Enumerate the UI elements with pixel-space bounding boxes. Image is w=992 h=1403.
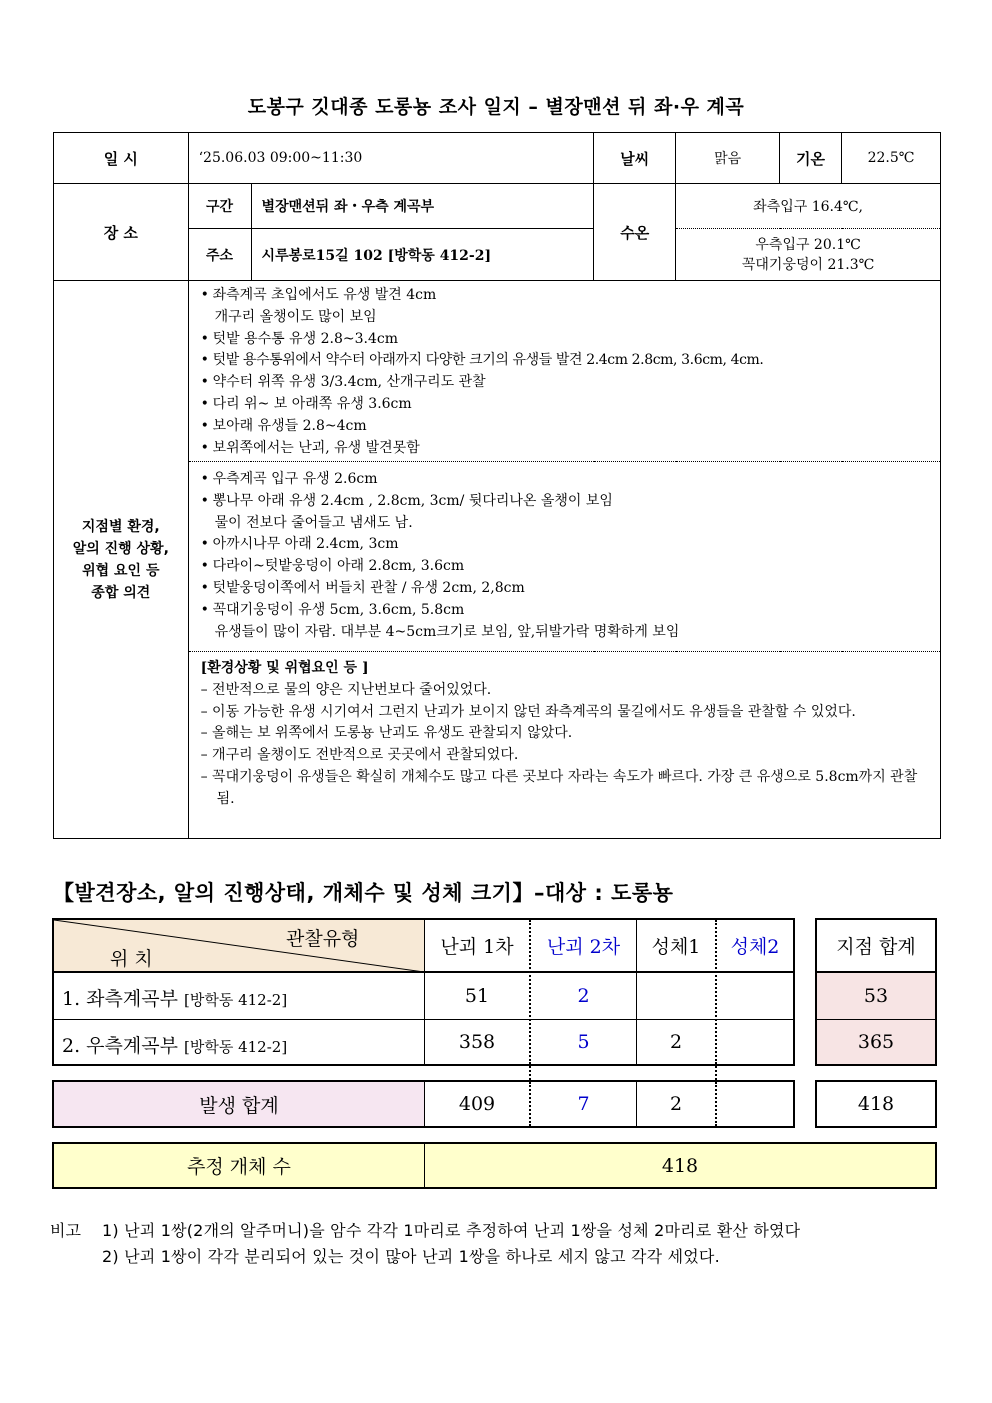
site-total-header: 지점 합계 <box>836 936 916 958</box>
temp-value: 22.5℃ <box>842 133 941 184</box>
sum-egg1: 409 <box>458 1093 496 1115</box>
site-total-row1: 53 <box>817 973 935 1019</box>
row1-adult2 <box>717 972 793 1019</box>
temp-label: 기온 <box>780 133 842 184</box>
env-item: – 올해는 보 위쪽에서 도롱뇽 난괴도 유생도 관찰되지 않았다. <box>200 725 573 742</box>
note-item: • 보아래 유생들 2.8~4cm <box>201 416 932 438</box>
site-total-table <box>815 918 937 1066</box>
environment-notes <box>188 652 940 839</box>
row-location-addr: [방학동 412-2] <box>184 991 288 1009</box>
address-label: 주소 <box>188 229 251 281</box>
env-item: – 개구리 올챙이도 전반적으로 곳곳에서 관찰되었다. <box>200 747 519 764</box>
header-type-label: 관찰유형 <box>286 928 360 950</box>
water-temp-right <box>676 229 941 281</box>
remark-line: 1) 난괴 1쌍(2개의 알주머니)을 암수 각각 1마리로 추정하여 난괴 1쌍을 성체 2마리로 환산 하였다 <box>102 1221 801 1240</box>
row-location-addr: [방학동 412-2] <box>184 1038 288 1056</box>
water-temp-right-entry: 우측입구 20.1℃ <box>755 236 861 253</box>
site-total-row2: 365 <box>817 1020 935 1064</box>
sum-total: 418 <box>857 1093 895 1115</box>
header-location-label: 위 치 <box>110 948 153 970</box>
note-item: • 우측계곡 입구 유생 2.6cm <box>201 469 932 491</box>
note-item: • 텃밭 용수통 유생 2.8~3.4cm <box>201 329 932 351</box>
sum-total-box <box>815 1080 937 1128</box>
note-item: 물이 전보다 줄어들고 냄새도 남. <box>214 514 413 531</box>
sum-adult2 <box>717 1082 793 1126</box>
note-item: • 꼭대기웅덩이 유생 5cm, 3.6cm, 5.8cm <box>201 600 932 622</box>
row1-egg2: 2 <box>577 984 590 1007</box>
counts-table <box>52 918 795 1066</box>
note-item: 유생들이 많이 자람. 대부분 4~5cm크기로 보임, 앞,뒤발가락 명확하게 보임 <box>214 623 680 640</box>
left-valley-notes <box>188 281 940 462</box>
right-valley-notes <box>188 462 940 652</box>
row1-egg1: 51 <box>464 984 490 1007</box>
remarks-label: 비고 <box>50 1221 81 1240</box>
row2-egg2: 5 <box>577 1031 590 1053</box>
note-item: • 약수터 위쪽 유생 3/3.4cm, 산개구리도 관찰 <box>201 372 932 394</box>
section-value: 별장맨션뒤 좌・우측 계곡부 <box>251 184 594 229</box>
note-item: • 아까시나무 아래 2.4cm, 3cm <box>201 534 932 556</box>
survey-info-table <box>53 132 941 839</box>
opinion-label-line: 종합 의견 <box>91 584 151 601</box>
env-item: – 꼭대기웅덩이 유생들은 확실히 개체수도 많고 다른 곳보다 자라는 속도가 빠르다. 가장 큰 유생으로 5.8cm까지 관찰됨. <box>200 768 918 807</box>
note-item: 개구리 올챙이도 많이 보임 <box>214 308 377 325</box>
weather-value: 맑음 <box>676 133 780 184</box>
env-item: – 전반적으로 물의 양은 지난번보다 줄어있었다. <box>200 681 492 698</box>
opinion-label-line: 지점별 환경, <box>81 518 160 535</box>
water-temp-label: 수온 <box>594 184 676 281</box>
estimate-value: 418 <box>661 1154 699 1177</box>
note-item: • 텃밭 용수통위에서 약수터 아래까지 다양한 크기의 유생들 발견 2.4cm 2.8cm, 3.6cm, 4cm. <box>201 350 932 372</box>
col-header-egg1: 난괴 1차 <box>440 936 514 958</box>
opinion-label-line: 알의 진행 상황, <box>72 540 169 557</box>
date-value: ‘25.06.03 09:00~11:30 <box>188 133 594 184</box>
section-label: 구간 <box>188 184 251 229</box>
note-item: • 뽕나무 아래 유생 2.4cm , 2.8cm, 3cm/ 뒷다리나온 올챙이 보임 <box>201 491 932 513</box>
remark-line: 2) 난괴 1쌍이 각각 분리되어 있는 것이 많아 난괴 1쌍을 하나로 세지 않고 각각 세었다. <box>102 1247 720 1266</box>
sum-adult1: 2 <box>669 1093 683 1115</box>
col-header-adult2: 성체2 <box>730 936 780 958</box>
section2-title: 【발견장소, 알의 진행상태, 개체수 및 성체 크기】–대상 : 도롱뇽 <box>53 881 674 905</box>
remarks <box>50 1218 800 1270</box>
col-line <box>715 1066 717 1080</box>
estimate-row <box>52 1142 937 1189</box>
row-location <box>62 1031 287 1058</box>
row-location-name: 1. 좌측계곡부 <box>62 988 178 1010</box>
env-heading: [환경상황 및 위협요인 등 ] <box>200 660 369 676</box>
note-item: • 다라이~텃밭웅덩이 아래 2.8cm, 3.6cm <box>201 556 932 578</box>
col-line <box>529 1066 531 1080</box>
place-label: 장 소 <box>54 184 189 281</box>
water-temp-top-pool: 꼭대기웅덩이 21.3℃ <box>741 256 875 273</box>
date-label: 일 시 <box>54 133 189 184</box>
row-location-name: 2. 우측계곡부 <box>62 1035 178 1057</box>
col-header-adult1: 성체1 <box>651 936 701 958</box>
water-temp-left: 좌측입구 16.4℃, <box>676 184 941 229</box>
sum-egg2: 7 <box>577 1093 590 1115</box>
row-location <box>62 984 287 1011</box>
opinion-label <box>54 281 189 839</box>
weather-label: 날씨 <box>594 133 676 184</box>
page-title: 도봉구 깃대종 도롱뇽 조사 일지 – 별장맨션 뒤 좌·우 계곡 <box>247 96 745 118</box>
estimate-label: 추정 개체 수 <box>187 1156 291 1178</box>
address-value: 시루봉로15길 102 [방학동 412-2] <box>251 229 594 281</box>
sum-row <box>52 1080 795 1128</box>
note-item: • 좌측계곡 초입에서도 유생 발견 4cm <box>201 285 932 307</box>
row1-adult1 <box>637 972 715 1019</box>
note-item: • 보위쪽에서는 난괴, 유생 발견못함 <box>201 438 932 460</box>
env-item: – 이동 가능한 유생 시기여서 그런지 난괴가 보이지 않던 좌측계곡의 물길에서도 유생들을 관찰할 수 있었다. <box>200 703 856 720</box>
row2-adult1: 2 <box>669 1031 683 1053</box>
opinion-label-line: 위협 요인 등 <box>82 562 160 579</box>
col-header-egg2: 난괴 2차 <box>546 936 621 958</box>
row2-adult2 <box>717 1020 793 1064</box>
sum-label: 발생 합계 <box>54 1082 424 1126</box>
note-item: • 다리 위~ 보 아래쪽 유생 3.6cm <box>201 394 932 416</box>
row2-egg1: 358 <box>458 1031 496 1053</box>
note-item: • 텃밭웅덩이쪽에서 버들치 관찰 / 유생 2cm, 2,8cm <box>201 578 932 600</box>
